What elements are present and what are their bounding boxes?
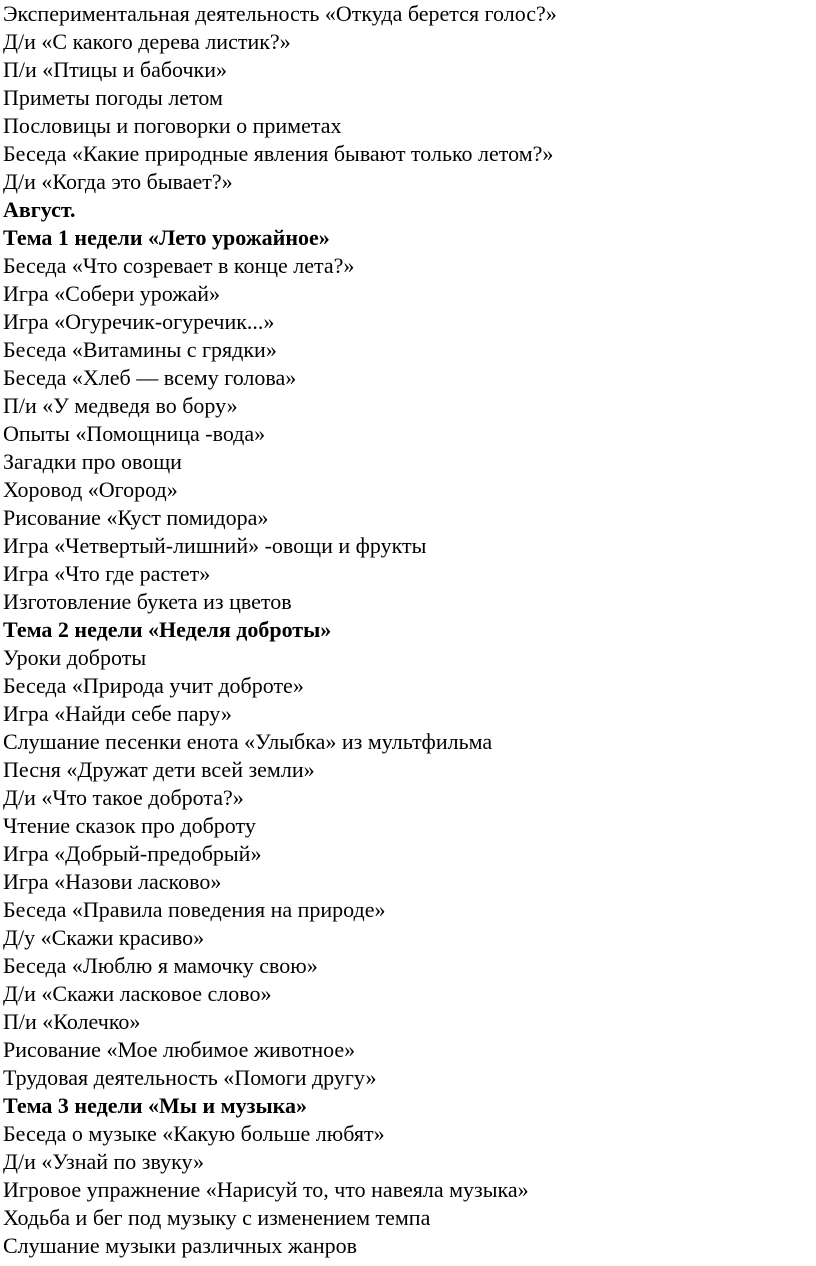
- text-line: П/и «Колечко»: [3, 1009, 141, 1034]
- text-line: Игра «Что где растет»: [3, 561, 211, 586]
- text-line: Песня «Дружат дети всей земли»: [3, 757, 315, 782]
- text-line: Уроки доброты: [3, 645, 147, 670]
- section-heading: Тема 3 недели «Мы и музыка»: [3, 1093, 307, 1118]
- text-line: Беседа «Витамины с грядки»: [3, 337, 277, 362]
- text-line: П/и «У медведя во бору»: [3, 393, 238, 418]
- text-line: Экспериментальная деятельность «Откуда берется голос?»: [3, 1, 557, 26]
- text-line: Игра «Четвертый-лишний» -овощи и фрукты: [3, 533, 427, 558]
- text-line: Пословицы и поговорки о приметах: [3, 113, 342, 138]
- text-line: Чтение сказок про доброту: [3, 813, 256, 838]
- text-line: Игра «Огуречик-огуречик...»: [3, 309, 275, 334]
- text-line: Опыты «Помощница -вода»: [3, 421, 266, 446]
- text-line: Слушание песенки енота «Улыбка» из мультфильма: [3, 729, 493, 754]
- text-line: Трудовая деятельность «Помоги другу»: [3, 1065, 377, 1090]
- text-line: Игра «Найди себе пару»: [3, 701, 232, 726]
- text-line: Рисование «Мое любимое животное»: [3, 1037, 356, 1062]
- text-line: Ходьба и бег под музыку с изменением темпа: [3, 1205, 431, 1230]
- text-line: Изготовление букета из цветов: [3, 589, 292, 614]
- text-line: Д/и «Что такое доброта?»: [3, 785, 244, 810]
- text-line: Беседа «Хлеб — всему голова»: [3, 365, 297, 390]
- text-line: Рисование «Куст помидора»: [3, 505, 269, 530]
- section-heading: Тема 2 недели «Неделя доброты»: [3, 617, 332, 642]
- text-line: Слушание музыки различных жанров: [3, 1233, 357, 1258]
- section-heading: Тема 1 недели «Лето урожайное»: [3, 225, 330, 250]
- text-line: П/и «Птицы и бабочки»: [3, 57, 227, 82]
- text-line: Игра «Назови ласково»: [3, 869, 222, 894]
- text-line: Д/и «С какого дерева листик?»: [3, 29, 291, 54]
- text-line: Беседа о музыке «Какую больше любят»: [3, 1121, 385, 1146]
- text-line: Д/и «Скажи ласковое слово»: [3, 981, 272, 1006]
- text-line: Д/и «Узнай по звуку»: [3, 1149, 205, 1174]
- text-line: Беседа «Природа учит доброте»: [3, 673, 304, 698]
- text-line: Беседа «Какие природные явления бывают только летом?»: [3, 141, 554, 166]
- text-line: Игра «Добрый-предобрый»: [3, 841, 262, 866]
- text-line: Беседа «Люблю я мамочку свою»: [3, 953, 318, 978]
- text-line: Приметы погоды летом: [3, 85, 223, 110]
- text-line: Загадки про овощи: [3, 449, 182, 474]
- text-line: Игра «Собери урожай»: [3, 281, 220, 306]
- text-line: Беседа «Правила поведения на природе»: [3, 897, 386, 922]
- text-line: Игровое упражнение «Нарисуй то, что навеяла музыка»: [3, 1177, 529, 1202]
- text-line: Д/у «Скажи красиво»: [3, 925, 205, 950]
- text-line: Беседа «Что созревает в конце лета?»: [3, 253, 355, 278]
- text-line: Хоровод «Огород»: [3, 477, 178, 502]
- text-line: Д/и «Когда это бывает?»: [3, 169, 233, 194]
- section-heading: Август.: [3, 197, 76, 222]
